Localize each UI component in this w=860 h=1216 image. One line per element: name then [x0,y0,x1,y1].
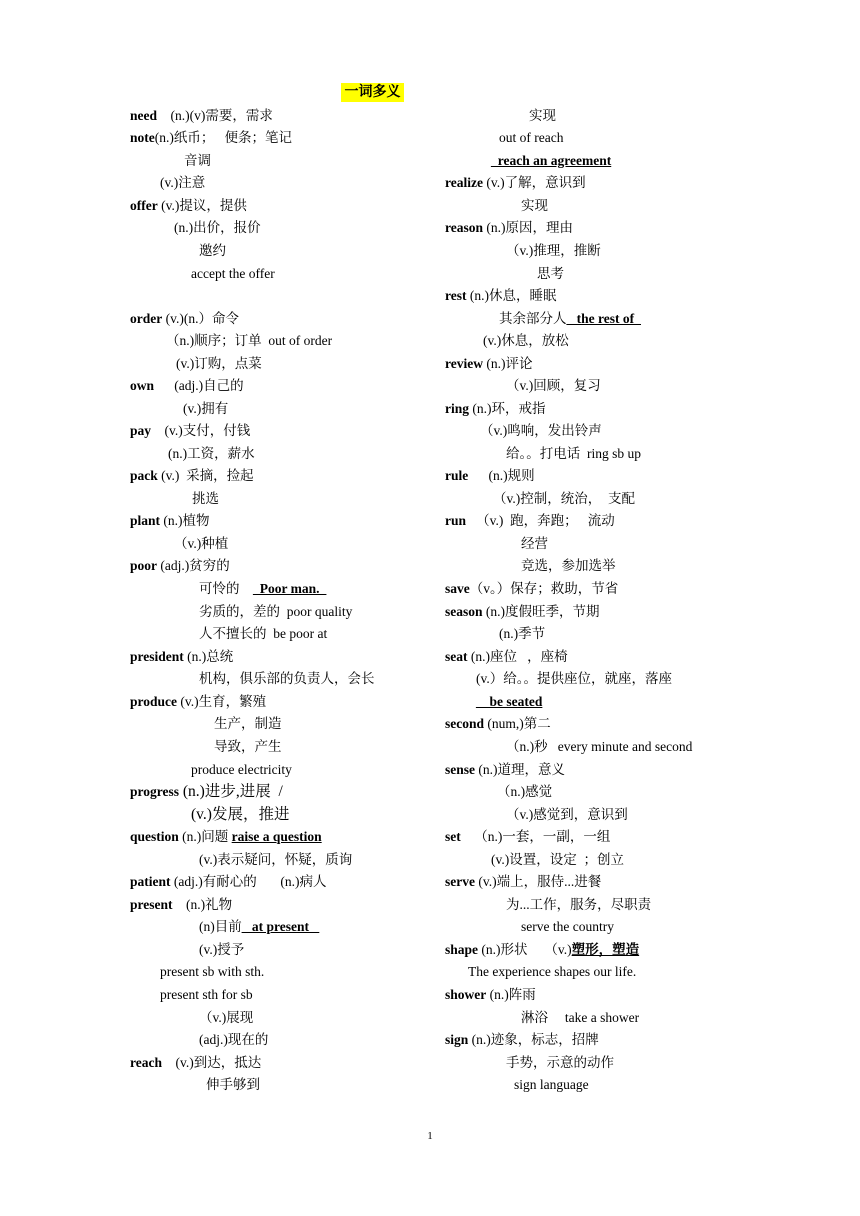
vocab-line [445,512,615,530]
vocab-line [499,625,545,643]
vocab-line [130,129,292,147]
vocab-line [191,761,292,779]
vocab-line [445,467,535,485]
headword: ring [445,401,470,416]
definition-text: (n.)纸币； 便条；笔记 [154,130,292,145]
vocab-line [199,603,352,621]
definition-text: 伸手够到 [206,1077,260,1092]
vocab-line [514,1076,589,1094]
vocab-line [130,512,210,530]
vocab-line [506,445,641,463]
definition-text: (v.)到达，抵达 [162,1055,262,1070]
definition-text: (n.)环，戒指 [469,401,546,416]
definition-text: accept the offer [191,266,275,281]
vocab-line [206,1076,260,1094]
headword: second [445,716,485,731]
definition-text: （v.) 跑，奔跑； 流动 [466,513,615,528]
definition-text: (n.)进步,进展 / [179,783,283,800]
headword: note [130,130,155,145]
vocab-line [199,941,244,959]
headword: season [445,604,483,619]
vocab-line [130,828,322,846]
definition-text: (n.)迹象，标志，招牌 [468,1032,599,1047]
definition-text: (n.)度假旺季，节期 [482,604,600,619]
headword: need [130,108,157,123]
definition-text: (n.)(v)需要，需求 [157,108,273,123]
headword: order [130,311,163,326]
vocab-line [445,400,546,418]
vocab-line [506,738,692,756]
underlined-phrase: _ at present _ [241,919,320,934]
definition-text: （n.)顺序；订单 out of order [166,333,333,348]
headword: progress [130,784,180,799]
vocab-line [491,152,611,170]
underlined-phrase: _Poor man._ [253,581,327,596]
vocab-line [521,557,616,575]
vocab-line [199,580,326,598]
vocab-line [130,873,326,891]
definition-text: (n.)问题 [178,829,232,844]
vocab-line [130,896,232,914]
vocab-line [493,490,635,508]
vocab-line [476,693,542,711]
definition-text: 思考 [537,266,564,281]
headword: reason [445,220,484,235]
definition-text: (v.)注意 [160,175,206,190]
vocab-line [130,557,230,575]
vocab-line [445,355,532,373]
vocab-line [497,783,552,801]
definition-text: (v.)表示疑问，怀疑，质询 [199,852,353,867]
definition-text: 为...工作，服务，尽职责 [506,897,652,912]
headword: run [445,513,467,528]
vocab-line [499,129,563,147]
headword: pack [130,468,158,483]
definition-text: （n.)一套，一副，一组 [460,829,611,844]
page-title: 一词多义 [341,83,404,102]
definition-text: （n.)秒 every minute and second [506,739,693,754]
definition-text: (adj.)贫穷的 [157,558,230,573]
definition-text: （v.)鸣响，发出铃声 [480,423,602,438]
vocab-line [199,242,226,260]
definition-text: (v.) 采摘，捡起 [157,468,254,483]
definition-text: （v.)推理，推断 [506,243,601,258]
definition-text: (num,)第二 [484,716,551,731]
definition-text: (v.)授予 [199,942,245,957]
vocab-line [191,265,275,283]
definition-text: （n.)感觉 [497,784,553,799]
vocab-line [166,332,332,350]
definition-text: (n.)出价，报价 [174,220,261,235]
vocab-line [168,445,255,463]
definition-text: （v。）保存；救助，节省 [469,581,619,596]
vocab-line [506,377,601,395]
headword: own [130,378,155,393]
headword: question [130,829,179,844]
vocab-line [191,806,289,824]
definition-text: (v.）给。。提供座位，就座，落座 [476,671,672,686]
definition-text: 劣质的，差的 poor quality [199,604,353,619]
vocab-line [499,310,641,328]
definition-text: 挑选 [192,491,219,506]
headword: present [130,897,173,912]
definition-text: (v.)提议，提供 [157,198,247,213]
definition-text: （v.)种植 [174,536,229,551]
definition-text: 给。。打电话 ring sb up [506,446,641,461]
vocab-line [445,941,639,959]
vocab-line [445,580,618,598]
definition-text: (n.)道理，意义 [475,762,565,777]
vocab-line [521,918,614,936]
vocab-line [130,422,250,440]
vocab-line [537,265,564,283]
vocab-line [483,332,569,350]
headword: reach [130,1055,162,1070]
definition-text: out of reach [499,130,564,145]
headword: plant [130,513,161,528]
definition-text: (n.)植物 [160,513,210,528]
headword: pay [130,423,152,438]
vocab-line [445,603,600,621]
vocab-line [214,738,282,756]
vocab-line [199,918,319,936]
definition-text: (v.)端上，服侍...进餐 [474,874,602,889]
definition-text: (n.)工资，薪水 [168,446,255,461]
definition-text: (n.)原因，理由 [483,220,574,235]
definition-text: 手势，示意的动作 [506,1055,614,1070]
vocab-line [491,851,624,869]
vocab-line [160,986,253,1004]
underlined-phrase: raise a question [231,829,322,844]
definition-text: (adj.)自己的 [154,378,244,393]
vocab-line [199,851,352,869]
vocab-line [199,670,375,688]
definition-text: (n.)礼物 [172,897,233,912]
underlined-phrase: __be seated [476,694,543,709]
vocab-line [183,400,228,418]
vocab-line [174,219,261,237]
definition-text: produce electricity [191,762,292,777]
definition-text: (v.)生育，繁殖 [177,694,267,709]
vocab-line [184,152,211,170]
definition-text: (n.)形状 （v.) [478,942,572,957]
vocab-line [445,873,601,891]
definition-text: (adj.)有耐心的 (n.)病人 [170,874,327,889]
vocab-line [130,467,254,485]
headword: review [445,356,483,371]
headword: set [445,829,461,844]
vocab-line [529,107,556,125]
vocab-line [199,1009,253,1027]
vocab-line [445,219,573,237]
definition-text: (v.)拥有 [183,401,229,416]
vocab-line [176,355,262,373]
vocab-line [130,1054,261,1072]
definition-text: （v.)感觉到，意识到 [506,807,628,822]
vocab-line [160,963,264,981]
definition-text: (v.)发展，推进 [191,806,290,823]
headword: sense [445,762,475,777]
vocab-line [199,625,327,643]
headword: produce [130,694,178,709]
headword: president [130,649,184,664]
vocab-line [506,242,601,260]
headword: shape [445,942,479,957]
definition-text: present sth for sb [160,987,253,1002]
definition-text: (n.)总统 [183,649,234,664]
vocab-line [521,1009,639,1027]
underlined-phrase: 塑形，塑造 [571,942,640,957]
headword: poor [130,558,157,573]
vocab-line [506,806,628,824]
definition-text: (v.)订购，点菜 [176,356,262,371]
headword: patient [130,874,171,889]
vocab-line [445,174,586,192]
vocab-line [130,107,273,125]
definition-text: (n.)季节 [499,626,546,641]
definition-text: (n.)评论 [482,356,533,371]
definition-text: 经营 [521,536,548,551]
headword: sign [445,1032,469,1047]
definition-text: serve the country [521,919,614,934]
vocab-line [214,715,282,733]
headword: realize [445,175,483,190]
vocab-line [506,1054,614,1072]
vocab-line [445,715,551,733]
vocab-line [521,535,548,553]
headword: seat [445,649,468,664]
vocab-line [521,197,548,215]
vocab-line [445,1031,599,1049]
page-number: 1 [427,1130,433,1142]
headword: save [445,581,470,596]
vocab-line [468,963,636,981]
headword: offer [130,198,158,213]
vocab-line [130,377,244,395]
vocab-line [130,310,239,328]
vocab-line [445,761,565,779]
definition-text: 生产，制造 [214,716,282,731]
headword: shower [445,987,487,1002]
vocab-line [476,670,672,688]
definition-text: (v.)休息，放松 [483,333,569,348]
headword: serve [445,874,475,889]
vocab-line [445,828,610,846]
definition-text: 竞选，参加选举 [521,558,616,573]
definition-text: 人不擅长的 be poor at [199,626,328,641]
vocab-line [130,648,233,666]
vocab-line [445,287,557,305]
definition-text: (v.)设置，设定 ；创立 [491,852,624,867]
vocab-line [445,648,568,666]
headword: rest [445,288,467,303]
definition-text: 其余部分人 [499,311,567,326]
definition-text: sign language [514,1077,589,1092]
definition-text: (v.)了解，意识到 [482,175,586,190]
vocab-line [445,986,536,1004]
definition-text: (n.)休息，睡眠 [466,288,557,303]
definition-text: 实现 [521,198,548,213]
vocab-line [130,197,247,215]
vocab-line [192,490,219,508]
definition-text: （v.)展现 [199,1010,254,1025]
definition-text: (adj.)现在的 [199,1032,269,1047]
underlined-phrase: _reach an agreement [491,153,612,168]
vocab-line [130,783,283,801]
definition-text: （v.)控制，统治， 支配 [493,491,635,506]
definition-text: 机构，俱乐部的负责人，会长 [199,671,375,686]
definition-text: （v.)回顾，复习 [506,378,601,393]
definition-text: 邀约 [199,243,226,258]
definition-text: (v.)(n.）命令 [162,311,239,326]
definition-text: (n)目前 [199,919,242,934]
vocab-line [174,535,228,553]
definition-text: (n.)阵雨 [486,987,536,1002]
definition-text: (v.)支付，付钱 [151,423,251,438]
vocab-line [480,422,602,440]
definition-text: present sb with sth. [160,964,265,979]
vocab-line [130,693,266,711]
definition-text: (n.)规则 [468,468,535,483]
definition-text: 音调 [184,153,211,168]
vocab-line [199,1031,268,1049]
definition-text: 淋浴 take a shower [521,1010,640,1025]
definition-text: (n.)座位 ，座椅 [467,649,568,664]
definition-text: 实现 [529,108,556,123]
definition-text: The experience shapes our life. [468,964,637,979]
underlined-phrase: _ the rest of_ [566,311,641,326]
headword: rule [445,468,469,483]
vocab-line [506,896,651,914]
definition-text: 导致，产生 [214,739,282,754]
definition-text: 可怜的 [199,581,253,596]
vocab-line [160,174,205,192]
